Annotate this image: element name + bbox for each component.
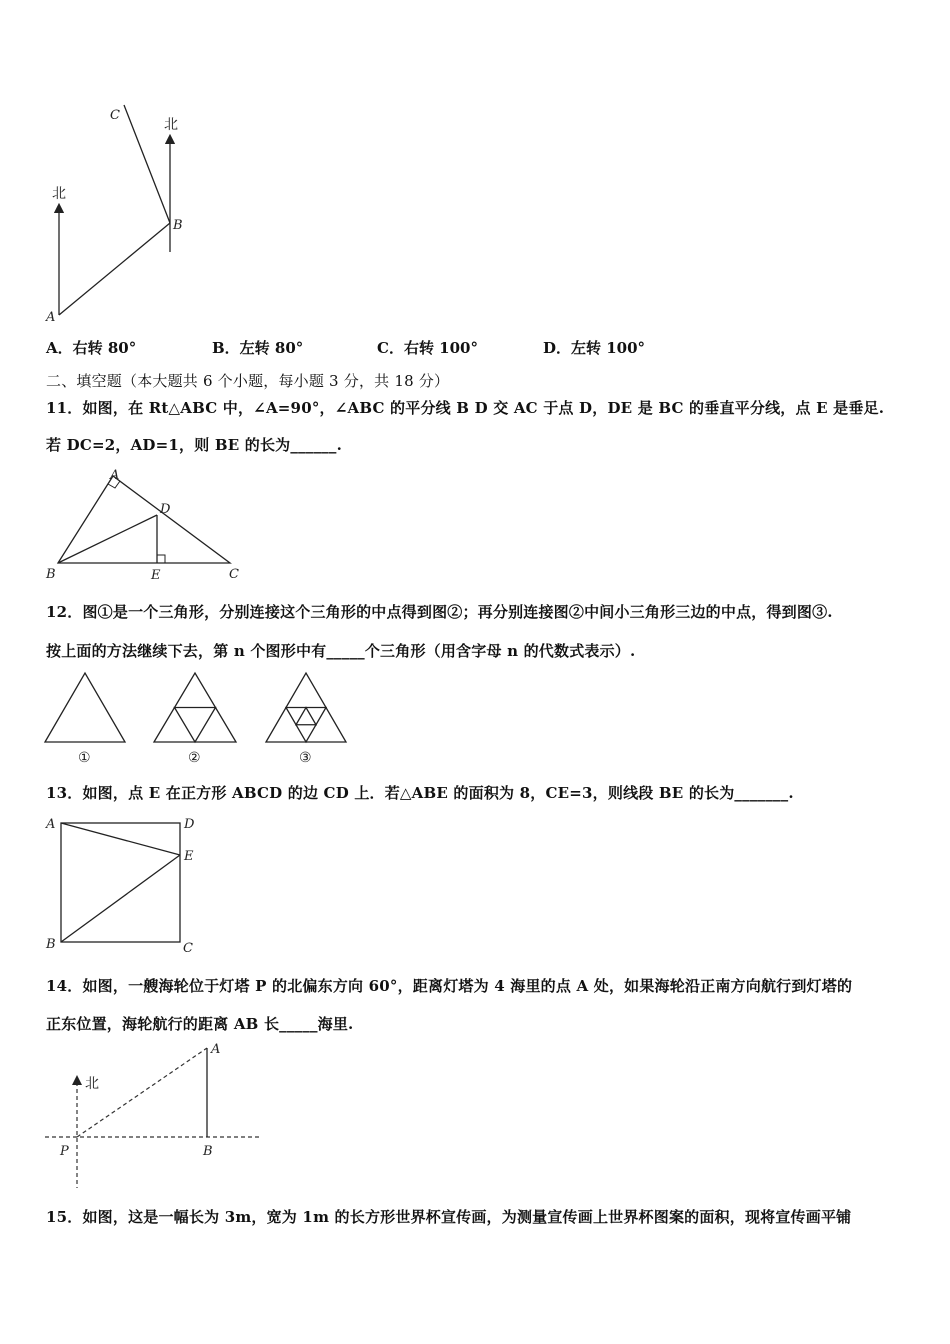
label-a: A	[46, 817, 56, 832]
segment-be	[61, 855, 180, 942]
label-c: C	[229, 567, 239, 582]
section-2-title: 二、填空题（本大题共 6 个小题，每小题 3 分，共 18 分）	[46, 372, 450, 390]
option-b: B．左转 80°	[212, 339, 304, 357]
triangle-fig1	[45, 673, 125, 742]
label-e: E	[184, 849, 194, 864]
figure-q13-square	[40, 812, 210, 957]
option-c: C．右转 100°	[377, 339, 478, 357]
q15-text-line1: 15．如图，这是一幅长为 3m，宽为 1m 的长方形世界杯宣传画，为测量宣传画上世界杯图案的面积，现将宣传画平铺	[46, 1208, 852, 1226]
q11-text-line2: 若 DC=2，AD=1，则 BE 的长为______.	[46, 436, 343, 454]
label-a: A	[110, 468, 120, 483]
label-e: E	[151, 568, 161, 583]
figure-q12-triangles	[40, 668, 360, 768]
label-c: C	[110, 108, 120, 123]
option-a: A．右转 80°	[46, 339, 137, 357]
right-angle-e	[157, 555, 165, 563]
caption-fig2: ②	[188, 750, 201, 766]
label-b: B	[203, 1144, 213, 1159]
figure-q14-lighthouse	[40, 1040, 270, 1190]
figure-q10-directions	[40, 95, 200, 327]
label-north-b: 北	[164, 117, 178, 133]
north-arrow-head	[72, 1075, 82, 1085]
label-p: P	[60, 1144, 69, 1159]
triangle-fig2-inner	[175, 708, 216, 743]
q12-text-line2: 按上面的方法继续下去，第 n 个图形中有_____个三角形（用含字母 n 的代数式表示）.	[46, 642, 636, 660]
dashed-pa	[77, 1048, 207, 1137]
label-a: A	[46, 310, 56, 325]
square-abcd	[61, 823, 180, 942]
figure-q11-triangle	[40, 468, 245, 583]
segment-ab	[59, 223, 170, 315]
q11-text-line1: 11．如图，在 Rt△ABC 中，∠A=90°，∠ABC 的平分线 B D 交 AC 于点 D，DE 是 BC 的垂直平分线，点 E 是垂足.	[46, 399, 885, 417]
q12-text-line1: 12．图①是一个三角形，分别连接这个三角形的中点得到图②；再分别连接图②中间小三角形三边的中点，得到图③.	[46, 603, 833, 621]
label-c: C	[183, 941, 193, 956]
q13-text-line1: 13．如图，点 E 在正方形 ABCD 的边 CD 上．若△ABE 的面积为 8，CE=3，则线段 BE 的长为_______.	[46, 784, 794, 802]
label-north-a: 北	[52, 186, 66, 202]
label-a: A	[211, 1042, 221, 1057]
caption-fig1: ①	[78, 750, 91, 766]
segment-ae	[61, 823, 180, 855]
label-north: 北	[85, 1076, 99, 1092]
q14-text-line1: 14．如图，一艘海轮位于灯塔 P 的北偏东方向 60°，距离灯塔为 4 海里的点 A 处，如果海轮沿正南方向航行到灯塔的	[46, 977, 853, 995]
label-b: B	[173, 218, 183, 233]
label-d: D	[160, 502, 171, 517]
option-d: D．左转 100°	[543, 339, 646, 357]
label-d: D	[184, 817, 195, 832]
caption-fig3: ③	[299, 750, 312, 766]
label-b: B	[46, 567, 56, 582]
triangle-fig3-inner	[296, 708, 316, 725]
q14-text-line2: 正东位置，海轮航行的距离 AB 长_____海里.	[46, 1015, 354, 1033]
label-b: B	[46, 937, 56, 952]
